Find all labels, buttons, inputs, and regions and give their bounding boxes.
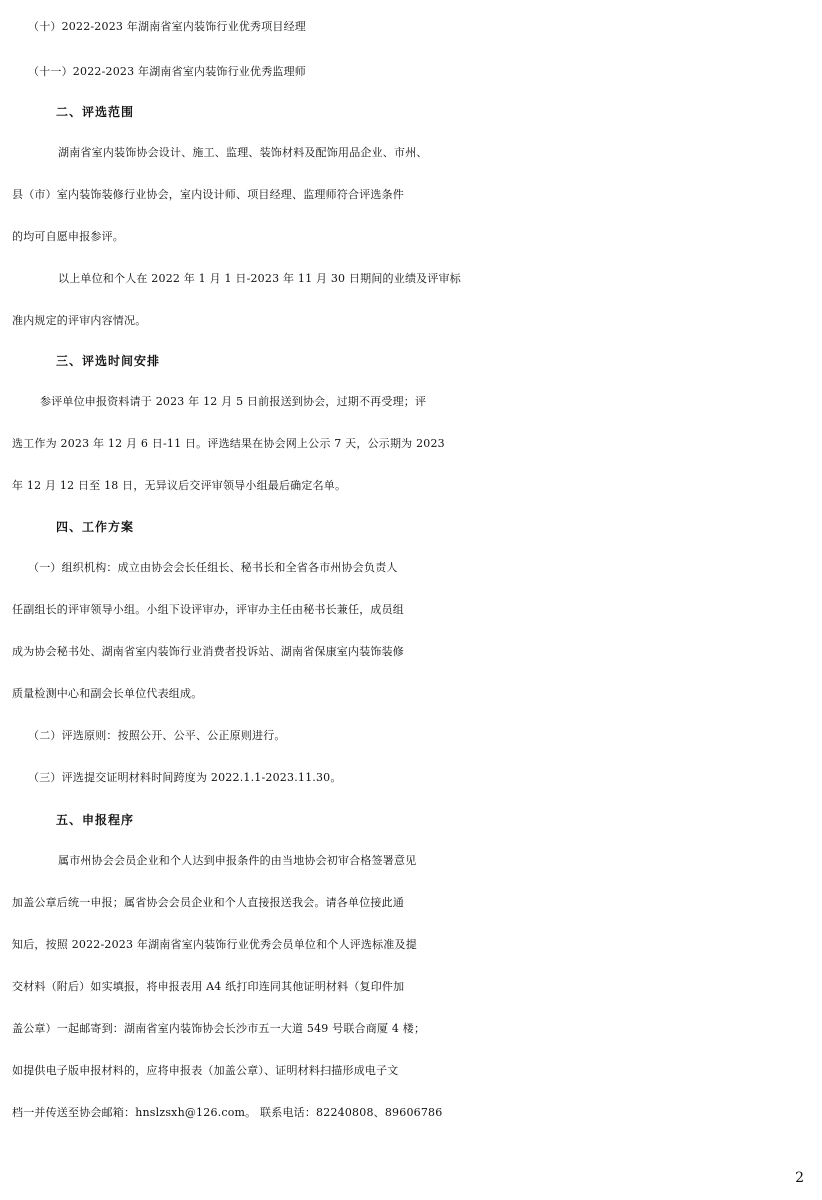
paragraph-line: 以上单位和个人在 2022 年 1 月 1 日-2023 年 11 月 30 日期间的业绩及评审标: [58, 272, 461, 285]
paragraph-line: 参评单位申报资料请于 2023 年 12 月 5 日前报送到协会，过期不再受理；评: [40, 395, 427, 408]
paragraph-line: 质量检测中心和副会长单位代表组成。: [12, 687, 203, 700]
section-heading: 三、评选时间安排: [56, 354, 161, 368]
paragraph-line: 准内规定的评审内容情况。: [12, 314, 147, 327]
paragraph-line: 知后，按照 2022-2023 年湖南省室内装饰行业优秀会员单位和个人评选标准及提: [12, 938, 417, 951]
paragraph-line: （三）评选提交证明材料时间跨度为 2022.1.1-2023.11.30。: [28, 771, 342, 784]
list-item: （十）2022-2023 年湖南省室内装饰行业优秀项目经理: [28, 20, 307, 33]
section-heading: 五、申报程序: [56, 813, 135, 827]
paragraph-line: 的均可自愿申报参评。: [12, 230, 124, 243]
paragraph-line: 选工作为 2023 年 12 月 6 日-11 日。评选结果在协会网上公示 7 天，公示期为 2023: [12, 437, 445, 450]
paragraph-line: 县（市）室内装饰装修行业协会，室内设计师、项目经理、监理师符合评选条件: [12, 188, 404, 201]
paragraph-line: 档一并传送至协会邮箱：hnslzsxh@126.com。 联系电话：82240808、89606786: [12, 1106, 443, 1119]
section-heading: 二、评选范围: [56, 105, 135, 119]
list-item: （十一）2022-2023 年湖南省室内装饰行业优秀监理师: [28, 65, 307, 78]
paragraph-line: 如提供电子版申报材料的，应将申报表（加盖公章）、证明材料扫描形成电子文: [12, 1064, 399, 1077]
page-number: 2: [795, 1170, 804, 1186]
paragraph-line: 加盖公章后统一申报；属省协会会员企业和个人直接报送我会。请各单位接此通: [12, 896, 404, 909]
paragraph-line: 交材料（附后）如实填报，将申报表用 A4 纸打印连同其他证明材料（复印件加: [12, 980, 405, 993]
paragraph-line: 湖南省室内装饰协会设计、施工、监理、装饰材料及配饰用品企业、市州、: [58, 146, 428, 159]
section-heading: 四、工作方案: [56, 520, 135, 534]
paragraph-line: 盖公章）一起邮寄到：湖南省室内装饰协会长沙市五一大道 549 号联合商厦 4 楼；: [12, 1022, 426, 1035]
paragraph-line: 成为协会秘书处、湖南省室内装饰行业消费者投诉站、湖南省保康室内装饰装修: [12, 645, 404, 658]
paragraph-line: （二）评选原则：按照公开、公平、公正原则进行。: [28, 729, 286, 742]
paragraph-line: 年 12 月 12 日至 18 日，无异议后交评审领导小组最后确定名单。: [12, 479, 347, 492]
paragraph-line: （一）组织机构：成立由协会会长任组长、秘书长和全省各市州协会负责人: [28, 561, 398, 574]
paragraph-line: 属市州协会会员企业和个人达到申报条件的由当地协会初审合格签署意见: [58, 854, 417, 867]
paragraph-line: 任副组长的评审领导小组。小组下设评审办，评审办主任由秘书长兼任，成员组: [12, 603, 404, 616]
